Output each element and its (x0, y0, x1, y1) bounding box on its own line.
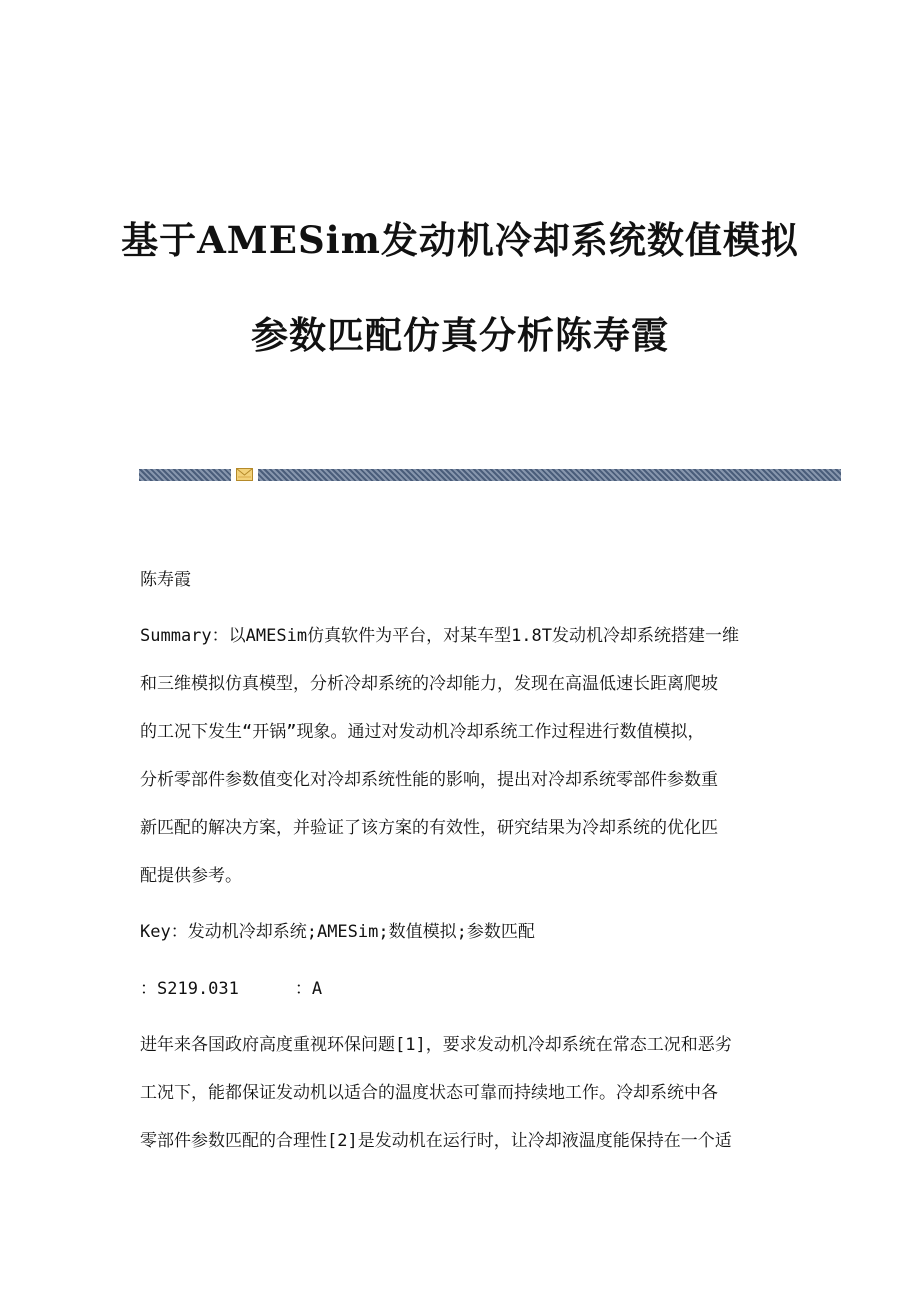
classification-line (140, 977, 790, 1001)
intro-line-2: 工况下，能都保证发动机以适合的温度状态可靠而持续地工作。冷却系统中各 (140, 1083, 718, 1103)
title-line-1: 基于AMESim发动机冷却系统数值模拟 (121, 218, 799, 262)
summary-label: Summary： (140, 626, 229, 646)
intro-line-1: 进年来各国政府高度重视环保问题[1]，要求发动机冷却系统在常态工况和恶劣 (140, 1035, 732, 1055)
keywords-label: Key： (140, 922, 188, 942)
document-code: ：A (294, 979, 323, 999)
keywords-text: 发动机冷却系统;AMESim;数值模拟;参数匹配 (187, 922, 535, 942)
divider-bar-right (258, 469, 841, 481)
author-line: 陈寿霞 (140, 570, 191, 590)
summary-line-6: 配提供参考。 (140, 866, 242, 886)
intro-line-3: 零部件参数匹配的合理性[2]是发动机在运行时，让冷却液温度能保持在一个适 (140, 1131, 732, 1151)
summary-line-3: 的工况下发生“开锅”现象。通过对发动机冷却系统工作过程进行数值模拟， (140, 722, 705, 742)
title-line-2: 参数匹配仿真分析陈寿霞 (251, 313, 669, 357)
clc-number: ：S219.031 (140, 979, 239, 999)
summary-line-2: 和三维模拟仿真模型，分析冷却系统的冷却能力，发现在高温低速长距离爬坡 (140, 674, 718, 694)
summary-line-5: 新匹配的解决方案，并验证了该方案的有效性，研究结果为冷却系统的优化匹 (140, 818, 718, 838)
divider-bar-left (139, 469, 231, 481)
summary-text: 以AMESim仿真软件为平台，对某车型1.8T发动机冷却系统搭建一维 (228, 626, 740, 646)
envelope-icon (236, 468, 253, 481)
summary-line-1 (140, 624, 790, 648)
keywords-line (140, 920, 790, 944)
summary-line-4: 分析零部件参数值变化对冷却系统性能的影响，提出对冷却系统零部件参数重 (140, 770, 718, 790)
